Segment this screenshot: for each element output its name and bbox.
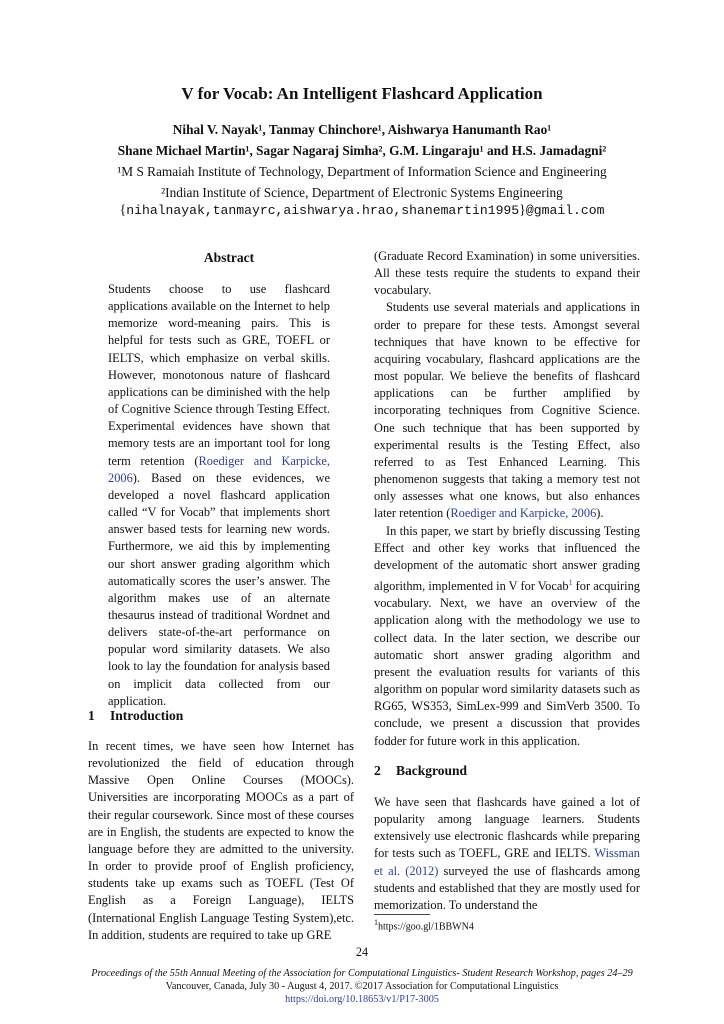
affiliation-2: ²Indian Institute of Science, Department of Electronic Systems Engineering bbox=[161, 185, 563, 200]
paragraph-text: ). bbox=[596, 506, 604, 521]
author-line-2: Shane Michael Martin¹, Sagar Nagaraj Simha², G.M. Lingaraju¹ and H.S. Jamadagni² bbox=[117, 143, 607, 158]
section-heading-background bbox=[374, 763, 467, 779]
section-number: 2 bbox=[374, 763, 381, 778]
section-number: 1 bbox=[88, 708, 95, 723]
affiliation-1: ¹M S Ramaiah Institute of Technology, Department of Information Science and Engineering bbox=[117, 164, 607, 179]
footnote-rule bbox=[374, 914, 430, 915]
paragraph-text: for acquiring vocabulary. Next, we have an overview of the application along with the methodology we use to collect data. In the later section, we describe our automatic short answer grading algorithm and present the evaluation results for variants of this algorithm on popular word similarity datasets such as RG65, WS353, SimLex-999 and SimVerb 3500. To conclude, we present a discussion that provides fodder for future work in this application. bbox=[374, 579, 640, 748]
abstract-body bbox=[108, 281, 330, 710]
email-domain: @gmail.com bbox=[525, 203, 605, 218]
paper-title: V for Vocab: An Intelligent Flashcard Application bbox=[181, 84, 543, 103]
doi-link[interactable]: https://doi.org/10.18653/v1/P17-3005 bbox=[285, 994, 439, 1005]
section-title: Background bbox=[396, 763, 468, 778]
paragraph-text: Students use several materials and applications in order to prepare for these tests. Amongst several techniques that have known to be effective for acquiring vocabulary, flashcard applications are the most popular. We believe the benefits of flashcard applications can be further amplified by incorporating techniques from Cognitive Science. One such technique that has been supported by experimental results is the Testing Effect, also referred to as Test Enhanced Learning. This phenomenon suggests that taking a memory test not only assesses what one knows, but also enhances later retention ( bbox=[374, 300, 640, 521]
footnote-mark: 1 bbox=[374, 918, 378, 927]
paragraph bbox=[374, 299, 640, 522]
email-names: nihalnayak,tanmayrc,aishwarya.hrao,shanemartin1995 bbox=[126, 203, 520, 218]
email-close-brace: } bbox=[519, 203, 526, 218]
abstract-heading: Abstract bbox=[203, 250, 255, 265]
page-number: 24 bbox=[355, 945, 369, 959]
paragraph bbox=[374, 794, 640, 914]
abstract-text-a: Students choose to use flashcard applications available on the Internet to help memorize word-meaning pairs. This is helpful for tests such as GRE, TOEFL or IELTS, which emphasize on verbal skills. However, monotonous nature of flashcard applications can be diminished with the help of Cognitive Science through Testing Effect. Experimental evidences have shown that memory tests are an important tool for long term retention ( bbox=[108, 282, 330, 468]
paragraph-continuation: (Graduate Record Examination) in some universities. All these tests require the students to expand their vocabulary. bbox=[374, 249, 640, 298]
introduction-paragraph bbox=[88, 738, 354, 944]
citation-link[interactable]: Wissman et al. (2012) bbox=[374, 846, 640, 878]
right-column-top bbox=[374, 248, 640, 750]
section-title: Introduction bbox=[110, 708, 184, 723]
paragraph-text: We have seen that flashcards have gained a lot of popularity among language learners. Students extensively use electronic flashcards while preparing for tests such as TOEFL, GRE and IELTS. bbox=[374, 795, 640, 861]
citation-link[interactable]: Roediger and Karpicke, 2006 bbox=[108, 453, 330, 485]
abstract-text-b: ). Based on these evidences, we developed a novel flashcard application called “V for Vocab” that implements short answer based tests for learning new words. Furthermore, we aid this by implementing our short answer grading algorithm which automatically scores the user’s answer. The algorithm makes use of an alternate thesaurus instead of traditional Wordnet and delivers state-of-the-art performance on popular word similarity datasets. We also look to lay the foundation for analysis based on implicit data collected from our application. bbox=[108, 470, 330, 708]
citation-link[interactable]: Roediger and Karpicke, 2006 bbox=[450, 506, 597, 521]
paragraph bbox=[374, 523, 640, 750]
footnote-marker[interactable]: 1 bbox=[568, 577, 573, 587]
footnote bbox=[374, 918, 474, 932]
background-paragraph bbox=[374, 794, 640, 914]
author-emails bbox=[0, 203, 724, 219]
paragraph: In recent times, we have seen how Internet has revolutionized the field of education through Massive Open Online Courses (MOOCs). Universities are incorporating MOOCs as a part of their regular coursework. Since most of these courses are in English, the students are expected to know the language before they are admitted to the university. In order to provide proof of English proficiency, students take up exams such as TOEFL (Test Of English as a Foreign Language), IELTS (International English Language Testing System),etc. In addition, students are required to take up GRE bbox=[88, 739, 354, 942]
email-open-brace: { bbox=[119, 203, 127, 218]
author-line-1: Nihal V. Nayak¹, Tanmay Chinchore¹, Aishwarya Hanumanth Rao¹ bbox=[172, 122, 552, 137]
paragraph-text: In this paper, we start by briefly discussing Testing Effect and other key works that influenced the development of the automatic short answer grading algorithm, implemented in V for Vocab bbox=[374, 523, 640, 594]
proceedings-line-1: Proceedings of the 55th Annual Meeting of the Association for Computational Linguistics- Student Research Workshop, pages 24–29 bbox=[91, 968, 633, 979]
section-heading-introduction bbox=[88, 708, 183, 724]
footnote-url[interactable]: https://goo.gl/1BBWN4 bbox=[378, 921, 474, 933]
paragraph-text: surveyed the use of flashcards among students and established that they are mostly used for memorization. To understand the bbox=[374, 863, 640, 912]
proceedings-line-2: Vancouver, Canada, July 30 - August 4, 2017. ©2017 Association for Computational Linguistics bbox=[165, 981, 559, 992]
